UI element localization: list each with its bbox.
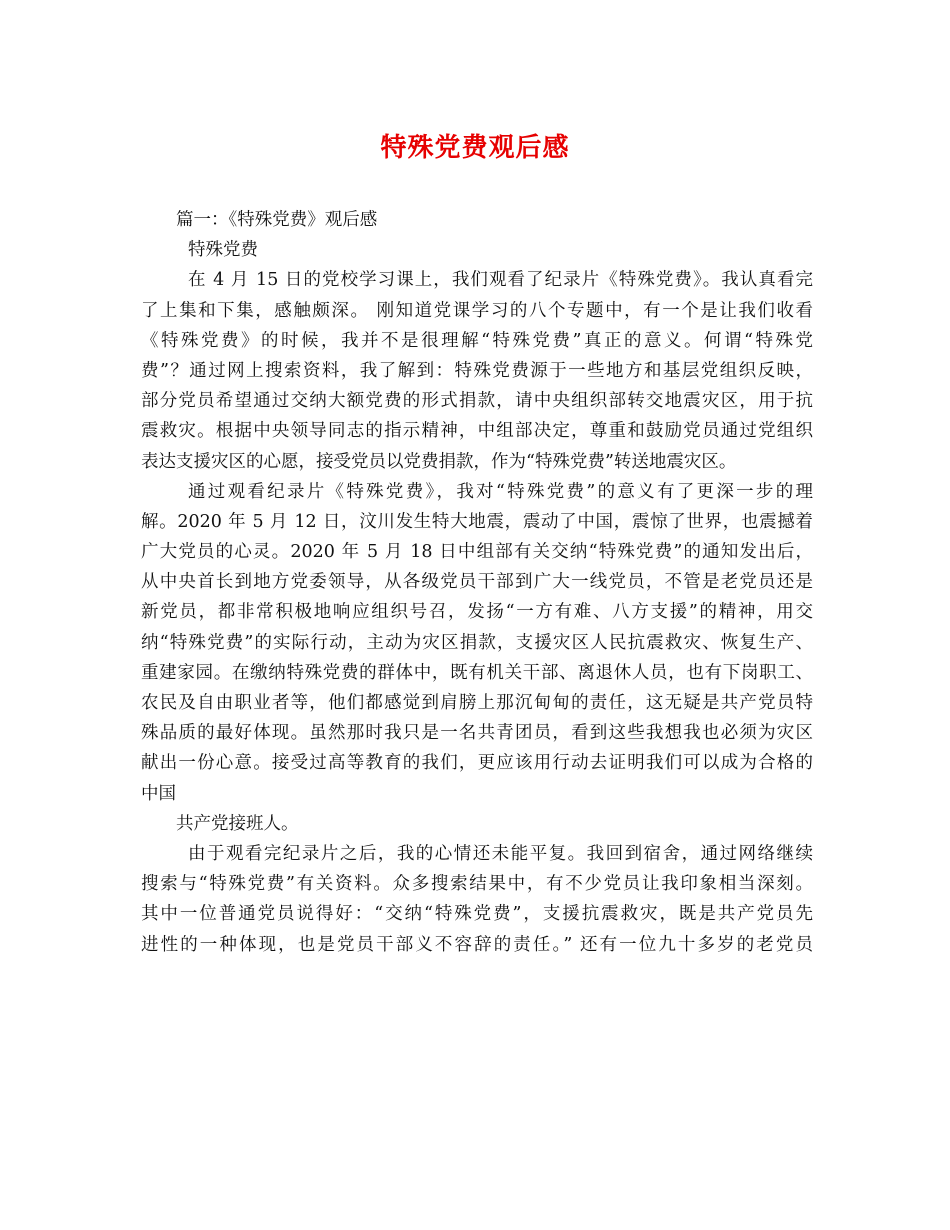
paragraph-line: 中国 (141, 783, 176, 804)
paragraph-line: 通过观看纪录片《特殊党费》，我对“特殊党费”的意义有了更深一步的理 (188, 481, 813, 502)
paragraph-line: 解。2020 年 5 月 12 日，汶川发生特大地震，震动了中国，震惊了世界，也震撼着 (141, 511, 813, 532)
paragraph-line: 《特殊党费》的时候，我并不是很理解“特殊党费”真正的意义。何谓“特殊党 (141, 330, 813, 351)
paragraph-line: 进性的一种体现，也是党员干部义不容辞的责任。” 还有一位九十多岁的老党员 (141, 934, 813, 955)
paragraph-line: 震救灾。根据中央领导同志的指示精神，中组部决定，尊重和鼓励党员通过党组织 (141, 421, 813, 442)
paragraph-line: 新党员，都非常积极地响应组织号召，发扬“一方有难、八方支援”的精神，用交 (141, 602, 813, 623)
paragraph-line: 表达支援灾区的心愿，接受党员以党费捐款，作为“特殊党费”转送地震灾区。 (141, 451, 737, 472)
paragraph-line: 纳“特殊党费”的实际行动，主动为灾区捐款，支援灾区人民抗震救灾、恢复生产、 (141, 632, 813, 653)
paragraph-line: 在 4 月 15 日的党校学习课上，我们观看了纪录片《特殊党费》。我认真看完 (188, 270, 813, 291)
paragraph-line: 献出一份心意。接受过高等教育的我们，更应该用行动去证明我们可以成为合格的 (141, 753, 813, 774)
paragraph-line: 农民及自由职业者等，他们都感觉到肩膀上那沉甸甸的责任，这无疑是共产党员特 (141, 693, 813, 713)
paragraph-line: 从中央首长到地方党委领导，从各级党员干部到广大一线党员，不管是老党员还是 (141, 572, 813, 593)
paragraph-line: 重建家园。在缴纳特殊党费的群体中，既有机关干部、离退休人员，也有下岗职工、 (141, 662, 813, 683)
document-title: 特殊党费观后感 (380, 133, 570, 163)
paragraph-line: 由于观看完纪录片之后，我的心情还未能平复。我回到宿舍，通过网络继续 (188, 843, 813, 864)
section-heading: 篇一：《特殊党费》观后感 (176, 210, 378, 230)
paragraph-line: 部分党员希望通过交纳大额党费的形式捐款，请中央组织部转交地震灾区，用于抗 (141, 391, 813, 412)
paragraph-line: 广大党员的心灵。2020 年 5 月 18 日中组部有关交纳“特殊党费”的通知发出后， (141, 542, 813, 563)
paragraph-line: 了上集和下集，感触颇深。 刚知道党课学习的八个专题中，有一个是让我们收看 (141, 300, 813, 321)
paragraph-line: 殊品质的最好体现。虽然那时我只是一名共青团员，看到这些我想我也必须为灾区 (141, 723, 813, 744)
paragraph-line: 其中一位普通党员说得好：“交纳“特殊党费”，支援抗震救灾，既是共产党员先 (141, 904, 813, 925)
paragraph-line: 搜索与“特殊党费”有关资料。众多搜索结果中，有不少党员让我印象相当深刻。 (141, 874, 813, 895)
paragraph-line: 共产党接班人。 (176, 813, 299, 834)
subheading: 特殊党费 (188, 240, 258, 261)
document-body (141, 205, 813, 960)
paragraph-line: 费”？通过网上搜索资料，我了解到：特殊党费源于一些地方和基层党组织反映， (141, 360, 813, 381)
